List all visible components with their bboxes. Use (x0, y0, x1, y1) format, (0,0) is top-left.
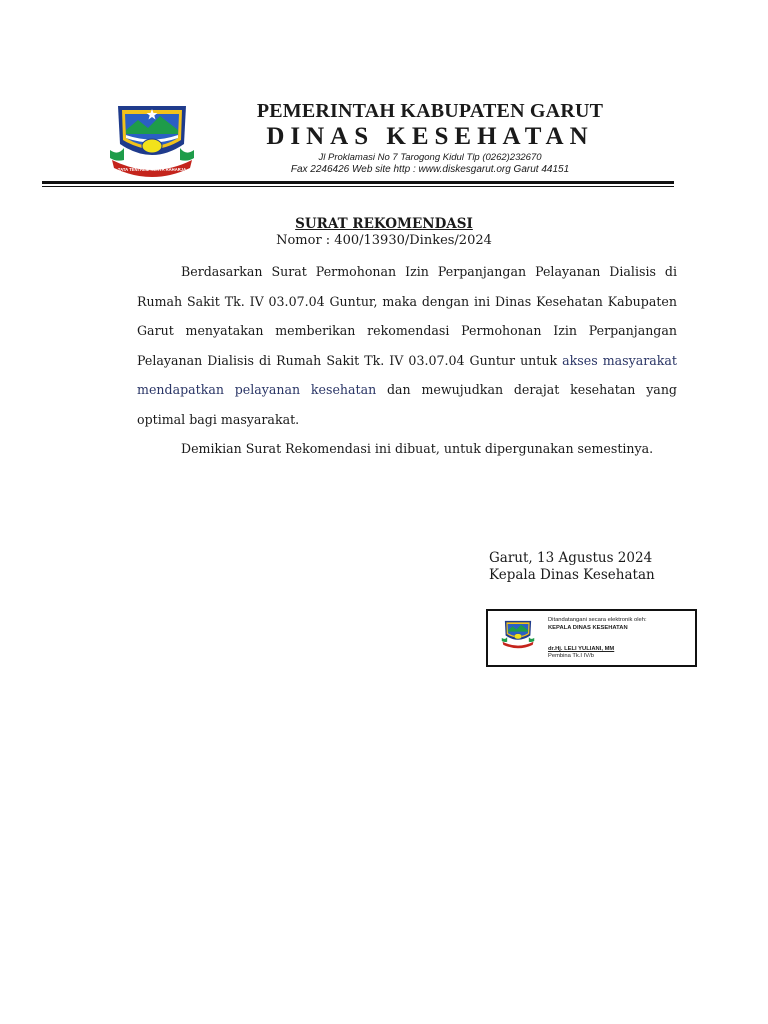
signed-electronically-label: Ditandatangani secara elektronik oleh: (548, 617, 647, 623)
paragraph-1-part-a: Berdasarkan Surat Permohonan Izin Perpanjangan Pelayanan Dialisis di Rumah Sakit Tk. IV 03.07.04 Guntur, maka dengan ini Dinas Kesehatan Kabupaten Garut menyatakan memberikan rekomendasi Permohonan Izin Perpanjangan Pelayanan Dialisis di Rumah Sakit Tk. IV 03.07.04 Guntur untuk (137, 264, 677, 368)
signer-rank: Pembina Tk.I IV/b (548, 653, 594, 659)
paragraph-2: Demikian Surat Rekomendasi ini dibuat, untuk dipergunakan semestinya. (181, 441, 654, 456)
letterhead-office: DINAS KESEHATAN (266, 123, 594, 150)
signatory-position: Kepala Dinas Kesehatan (489, 567, 655, 583)
emblem-motto: TATA TENTREM KERTA RAHARJA (117, 167, 187, 172)
letter-number: Nomor : 400/13930/Dinkes/2024 (276, 233, 492, 248)
electronic-signature-box (486, 609, 697, 667)
signature-emblem-logo (501, 617, 535, 651)
paragraph-1 (137, 257, 677, 434)
garut-emblem-logo (108, 100, 196, 180)
place-date: Garut, 13 Agustus 2024 (489, 550, 653, 566)
signer-office: KEPALA DINAS KESEHATAN (548, 625, 628, 631)
letterhead-rule (42, 181, 674, 184)
paragraph-1-part-c: dan mewujudkan derajat kesehatan yang optimal bagi masyarakat. (137, 382, 677, 427)
signer-name: dr.Hj. LELI YULIANI, MM (548, 646, 615, 652)
letterhead-rule-thin (42, 186, 674, 187)
letterhead-contact: Fax 2246426 Web site http : www.diskesgarut.org Garut 44151 (290, 164, 570, 175)
letter-body (137, 257, 677, 464)
letter-title: SURAT REKOMENDASI (295, 216, 473, 232)
letterhead-government: PEMERINTAH KABUPATEN GARUT (256, 100, 604, 122)
paragraph-1-highlight: akses masyarakat mendapatkan pelayanan kesehatan (137, 352, 677, 397)
letterhead-address: Jl Proklamasi No 7 Tarogong Kidul Tlp (0262)232670 (318, 152, 542, 163)
